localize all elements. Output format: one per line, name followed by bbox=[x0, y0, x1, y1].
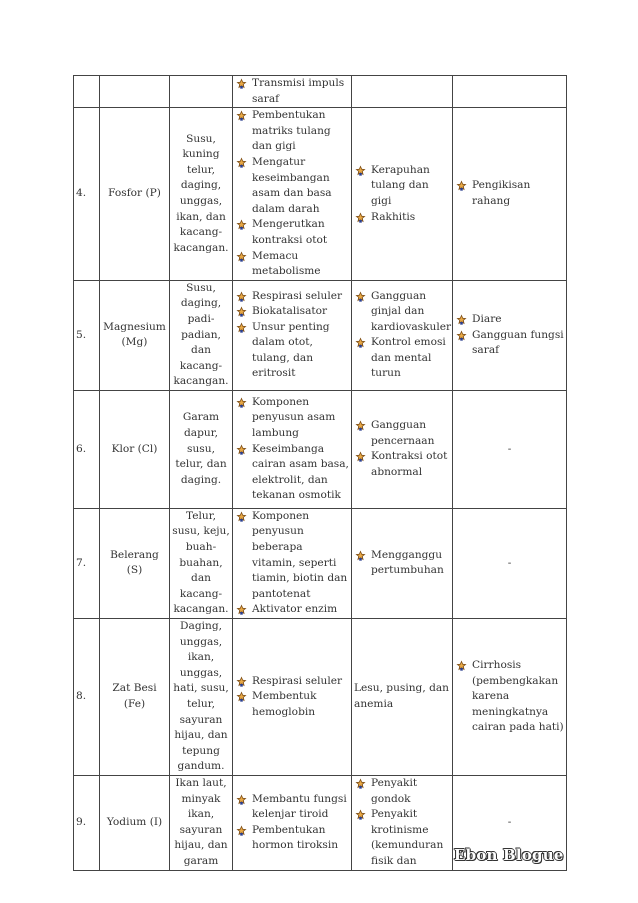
mineral-name: Magnesium (Mg) bbox=[100, 280, 170, 390]
fleur-bullet-icon bbox=[355, 809, 366, 820]
food-sources: Susu, kuning telur, daging, unggas, ikan, dan kacang-kacangan. bbox=[170, 108, 233, 281]
food-sources: Daging, unggas, ikan, unggas, hati, susu, telur, sayuran hijau, dan tepung gandum. bbox=[170, 619, 233, 776]
list-item-text: Unsur penting dalam otot, tulang, dan eritrosit bbox=[252, 320, 330, 380]
row-number: 4. bbox=[74, 108, 100, 281]
list-item-text: Respirasi seluler bbox=[252, 674, 343, 687]
list-item-text: Mengerutkan kontraksi otot bbox=[252, 218, 328, 246]
list-item-text: Gangguan fungsi saraf bbox=[472, 328, 564, 357]
fleur-bullet-icon bbox=[236, 110, 247, 121]
list-item bbox=[354, 163, 450, 210]
list-item-text: Keseimbanga cairan asam basa, elektrolit, dan tekanan osmotik bbox=[252, 442, 349, 502]
fleur-bullet-icon bbox=[355, 165, 366, 176]
list-item-text: Pembentukan matriks tulang dan gigi bbox=[252, 109, 331, 153]
list-item-text: Kerapuhan tulang dan gigi bbox=[371, 163, 430, 207]
list-item bbox=[235, 155, 349, 217]
list-item bbox=[354, 418, 450, 449]
mineral-name: Yodium (I) bbox=[100, 775, 170, 870]
row-number bbox=[74, 76, 100, 108]
list-item-text: Transmisi impuls saraf bbox=[252, 77, 345, 105]
fleur-bullet-icon bbox=[236, 604, 247, 615]
fleur-bullet-icon bbox=[236, 397, 247, 408]
mineral-name: Zat Besi (Fe) bbox=[100, 619, 170, 776]
list-item bbox=[235, 304, 349, 320]
list-item-text: Komponen penyusun asam lambung bbox=[252, 395, 336, 439]
list-item bbox=[235, 602, 349, 618]
list-item bbox=[354, 210, 450, 226]
table-row bbox=[74, 390, 567, 508]
list-item bbox=[354, 289, 450, 336]
food-sources: Garam dapur, susu, telur, dan daging. bbox=[170, 390, 233, 508]
fleur-bullet-icon bbox=[236, 676, 247, 687]
list-item-text: Respirasi seluler bbox=[252, 289, 343, 302]
list-item-text: Pengikisan rahang bbox=[472, 179, 531, 207]
food-sources: Telur, susu, keju, buah-buahan, dan kacang-kacangan. bbox=[170, 508, 233, 618]
list-item-text: Mengatur keseimbangan asam dan basa dalam darah bbox=[252, 155, 332, 215]
list-item bbox=[354, 548, 450, 579]
list-item bbox=[354, 776, 450, 807]
list-item bbox=[455, 328, 564, 359]
row-number: 6. bbox=[74, 390, 100, 508]
fleur-bullet-icon bbox=[236, 251, 247, 262]
list-item-text: Gangguan pencernaan bbox=[371, 419, 435, 447]
list-item-text: Memacu metabolisme bbox=[252, 249, 321, 278]
list-item-text: Diare bbox=[472, 312, 502, 325]
list-item bbox=[235, 689, 349, 720]
list-item bbox=[235, 108, 349, 155]
excess-cell: - bbox=[453, 390, 567, 508]
list-item bbox=[235, 674, 349, 690]
list-item bbox=[235, 509, 349, 603]
mineral-name: Klor (Cl) bbox=[100, 390, 170, 508]
list-item-text: Biokatalisator bbox=[252, 305, 328, 318]
table-row bbox=[74, 76, 567, 108]
list-item-text: Penyakit gondok bbox=[371, 776, 418, 805]
fleur-bullet-icon bbox=[456, 314, 467, 325]
fleur-bullet-icon bbox=[236, 322, 247, 333]
excess-cell bbox=[453, 280, 567, 390]
fleur-bullet-icon bbox=[456, 660, 467, 671]
table-row bbox=[74, 619, 567, 776]
list-item bbox=[354, 449, 450, 480]
row-number: 5. bbox=[74, 280, 100, 390]
fleur-bullet-icon bbox=[236, 291, 247, 302]
list-item-text: Cirrhosis (pembengkakan karena meningkatnya cairan pada hati) bbox=[472, 659, 564, 734]
list-item-text: Membentuk hemoglobin bbox=[252, 690, 317, 718]
list-item bbox=[235, 289, 349, 305]
row-number: 9. bbox=[74, 775, 100, 870]
list-item-text: Membantu fungsi kelenjar tiroid bbox=[252, 792, 347, 821]
functions-cell bbox=[233, 76, 352, 108]
list-item-text: Aktivator enzim bbox=[252, 603, 338, 616]
deficiency-cell bbox=[352, 390, 453, 508]
list-item-text: Mengganggu pertumbuhan bbox=[371, 548, 444, 577]
fleur-bullet-icon bbox=[236, 219, 247, 230]
fleur-bullet-icon bbox=[355, 212, 366, 223]
list-item-text: Pembentukan hormon tiroksin bbox=[252, 823, 339, 852]
table-row bbox=[74, 280, 567, 390]
list-item bbox=[354, 807, 450, 869]
list-item bbox=[455, 178, 564, 209]
functions-cell bbox=[233, 508, 352, 618]
excess-cell bbox=[453, 619, 567, 776]
list-item bbox=[235, 823, 349, 854]
functions-cell bbox=[233, 280, 352, 390]
mineral-name bbox=[100, 76, 170, 108]
list-item-text: Penyakit krotinisme (kemunduran fisik dan bbox=[371, 808, 444, 867]
deficiency-cell bbox=[352, 76, 453, 108]
minerals-table bbox=[73, 75, 567, 871]
table-row bbox=[74, 108, 567, 281]
deficiency-cell: Lesu, pusing, dan anemia bbox=[352, 619, 453, 776]
fleur-bullet-icon bbox=[355, 291, 366, 302]
mineral-name: Belerang (S) bbox=[100, 508, 170, 618]
list-item bbox=[235, 320, 349, 382]
fleur-bullet-icon bbox=[355, 550, 366, 561]
list-item-text: Kontraksi otot abnormal bbox=[371, 450, 448, 478]
list-item bbox=[455, 658, 564, 736]
functions-cell bbox=[233, 775, 352, 870]
list-item bbox=[455, 312, 564, 328]
functions-cell bbox=[233, 390, 352, 508]
fleur-bullet-icon bbox=[355, 337, 366, 348]
excess-cell: - bbox=[453, 775, 567, 870]
fleur-bullet-icon bbox=[236, 825, 247, 836]
excess-cell bbox=[453, 108, 567, 281]
functions-cell bbox=[233, 619, 352, 776]
food-sources: Susu, daging, padi-padian, dan kacang-kacangan. bbox=[170, 280, 233, 390]
deficiency-cell bbox=[352, 775, 453, 870]
fleur-bullet-icon bbox=[355, 778, 366, 789]
table-row bbox=[74, 508, 567, 618]
functions-cell bbox=[233, 108, 352, 281]
fleur-bullet-icon bbox=[236, 444, 247, 455]
mineral-name: Fosfor (P) bbox=[100, 108, 170, 281]
fleur-bullet-icon bbox=[355, 420, 366, 431]
list-item bbox=[235, 395, 349, 442]
list-item bbox=[235, 217, 349, 248]
watermark-logo: Ebon Blogue bbox=[454, 846, 564, 864]
list-item-text: Rakhitis bbox=[371, 210, 416, 223]
fleur-bullet-icon bbox=[456, 330, 467, 341]
list-item bbox=[235, 249, 349, 280]
deficiency-cell bbox=[352, 280, 453, 390]
fleur-bullet-icon bbox=[456, 180, 467, 191]
list-item bbox=[354, 335, 450, 382]
list-item bbox=[235, 442, 349, 504]
fleur-bullet-icon bbox=[236, 78, 247, 89]
food-sources bbox=[170, 76, 233, 108]
excess-cell bbox=[453, 76, 567, 108]
excess-cell: - bbox=[453, 508, 567, 618]
list-item bbox=[235, 76, 349, 107]
list-item-text: Gangguan ginjal dan kardiovaskuler bbox=[371, 289, 452, 333]
fleur-bullet-icon bbox=[236, 306, 247, 317]
deficiency-cell bbox=[352, 108, 453, 281]
list-item bbox=[235, 792, 349, 823]
food-sources: Ikan laut, minyak ikan, sayuran hijau, dan garam bbox=[170, 775, 233, 870]
fleur-bullet-icon bbox=[236, 794, 247, 805]
fleur-bullet-icon bbox=[236, 511, 247, 522]
row-number: 7. bbox=[74, 508, 100, 618]
fleur-bullet-icon bbox=[236, 691, 247, 702]
row-number: 8. bbox=[74, 619, 100, 776]
fleur-bullet-icon bbox=[236, 157, 247, 168]
list-item-text: Kontrol emosi dan mental turun bbox=[371, 336, 446, 380]
deficiency-cell bbox=[352, 508, 453, 618]
fleur-bullet-icon bbox=[355, 451, 366, 462]
list-item-text: Komponen penyusun beberapa vitamin, seperti tiamin, biotin dan pantotenat bbox=[252, 509, 348, 600]
